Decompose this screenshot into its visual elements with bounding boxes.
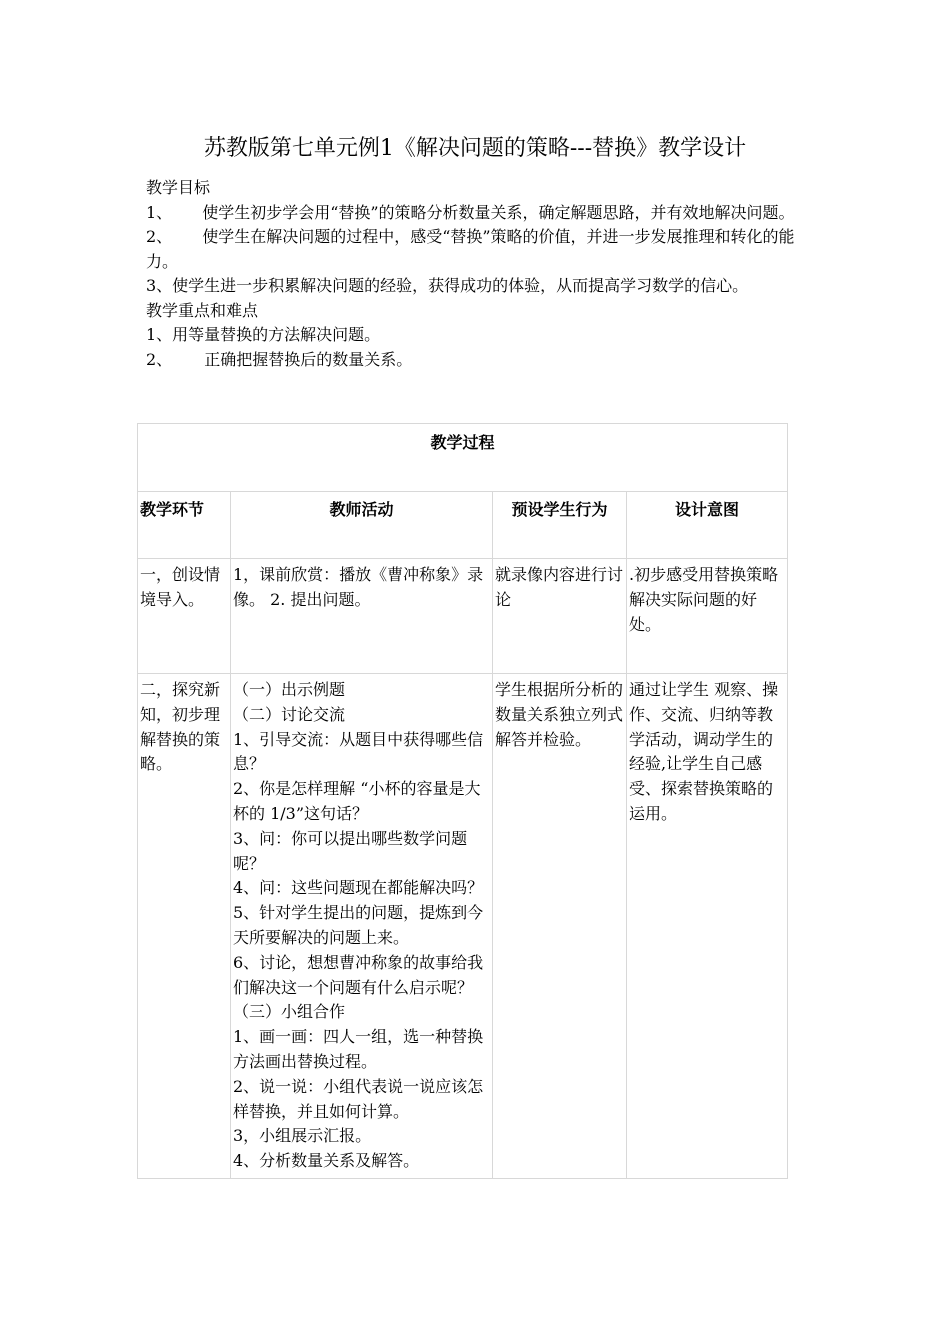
table-row <box>138 559 788 674</box>
cell-intent: 通过让学生 观察、操作、交流、归纳等教学活动，调动学生的经验,让学生自己感受、探索替换策略的运用。 <box>627 674 788 1179</box>
keypoints-heading: 教学重点和难点 <box>146 300 259 320</box>
objective-number: 2、 <box>146 227 173 246</box>
teacher-line: 4、问：这些问题现在都能解决吗？ <box>233 878 484 898</box>
header-intent: 设计意图 <box>627 492 788 559</box>
teacher-line: 2、说一说：小组代表说一说应该怎样替换，并且如何计算。 <box>233 1076 484 1121</box>
cell-teacher <box>231 559 493 674</box>
header-teacher: 教师活动 <box>231 492 493 559</box>
teacher-line: 1、引导交流：从题目中获得哪些信息？ <box>233 729 484 774</box>
objective-number: 1、 <box>146 202 173 222</box>
teacher-line: 3，小组展示汇报。 <box>233 1126 372 1146</box>
objective-item-3 <box>146 274 808 299</box>
keypoint-number: 2、 <box>146 349 173 369</box>
cell-intent: .初步感受用替换策略解决实际问题的好处。 <box>627 559 788 674</box>
objective-text: 3、使学生进一步积累解决问题的经验，获得成功的体验，从而提高学习数学的信心。 <box>146 276 749 295</box>
keypoint-text: 正确把握替换后的数量关系。 <box>204 349 413 369</box>
teacher-line: （三）小组合作 <box>233 1002 346 1022</box>
teacher-line: 5、针对学生提出的问题，提炼到今天所要解决的问题上来。 <box>233 903 484 947</box>
objectives-heading: 教学目标 <box>146 178 211 197</box>
cell-teacher <box>231 674 493 1179</box>
cell-stage: 二，探究新知，初步理解替换的策略。 <box>138 674 231 1179</box>
header-stage: 教学环节 <box>138 492 231 559</box>
cell-student: 学生根据所分析的数量关系独立列式解答并检验。 <box>493 674 627 1179</box>
teacher-line: 3、问：你可以提出哪些数学问题呢？ <box>233 828 468 873</box>
teacher-line: 4、分析数量关系及解答。 <box>233 1151 420 1171</box>
teacher-line: 6、讨论，想想曹冲称象的故事给我们解决这一个问题有什么启示呢？ <box>233 952 484 997</box>
objective-item-2 <box>146 225 808 274</box>
cell-student: 就录像内容进行讨论 <box>493 559 627 674</box>
document-title: 苏教版第七单元例1《解决问题的策略---替换》教学设计 <box>203 136 747 161</box>
cell-stage: 一，创设情境导入。 <box>138 559 231 674</box>
teacher-line: 1，课前欣赏：播放《曹冲称象》录像。 2. 提出问题。 <box>233 565 484 609</box>
teacher-line: （一）出示例题 <box>233 680 346 699</box>
keypoint-item-1 <box>146 323 808 348</box>
objective-text: 使学生在解决问题的过程中，感受“替换”策略的价值，并进一步发展推理和转化的能力。 <box>146 227 795 271</box>
process-table <box>137 423 788 1179</box>
objective-item-1 <box>146 201 808 226</box>
teacher-line: （二）讨论交流 <box>233 704 346 724</box>
objective-text: 使学生初步学会用“替换”的策略分析数量关系，确定解题思路，并有效地解决问题。 <box>202 202 795 222</box>
document-body <box>146 176 808 372</box>
header-student: 预设学生行为 <box>493 492 627 559</box>
table-row <box>138 674 788 1179</box>
table-caption: 教学过程 <box>138 424 788 492</box>
teacher-line: 2、你是怎样理解 “小杯的容量是大杯的 1/3”这句话？ <box>233 779 481 823</box>
teacher-line: 1、画一画：四人一组，选一种替换方法画出替换过程。 <box>233 1027 484 1071</box>
keypoint-text: 1、用等量替换的方法解决问题。 <box>146 325 381 344</box>
keypoint-item-2 <box>146 348 808 373</box>
